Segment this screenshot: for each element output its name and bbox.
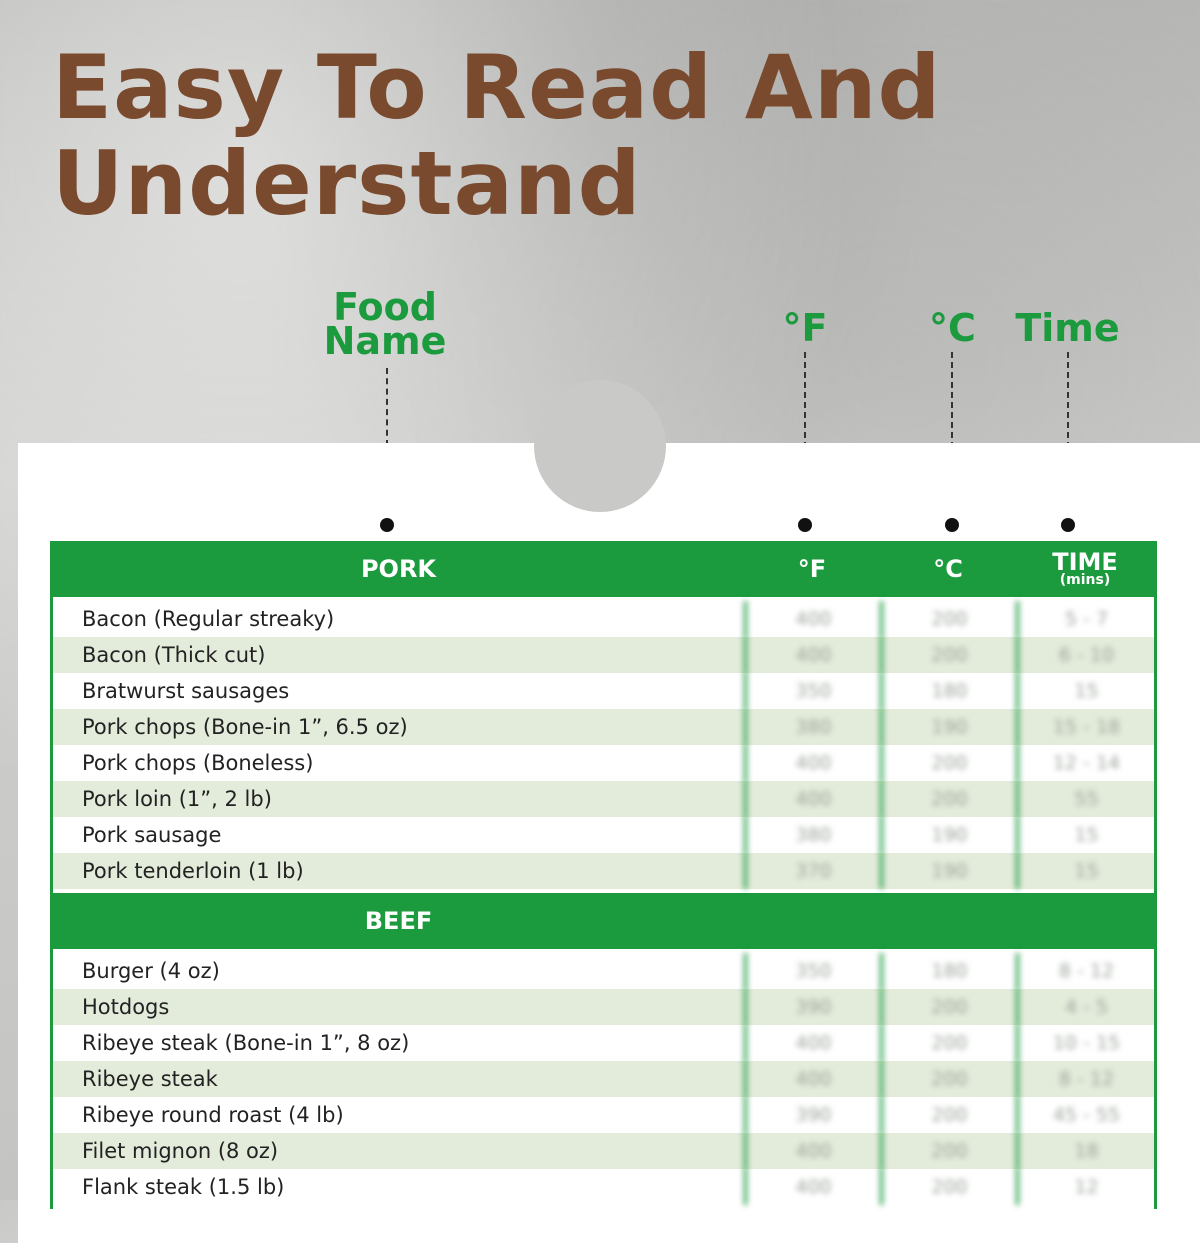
time-cell: 55 bbox=[1016, 781, 1154, 817]
food-name-cell: Burger (4 oz) bbox=[82, 959, 220, 983]
celsius-cell: 200 bbox=[880, 1169, 1016, 1205]
celsius-cell: 200 bbox=[880, 781, 1016, 817]
celsius-cell: 200 bbox=[880, 989, 1016, 1025]
food-name-cell: Pork chops (Boneless) bbox=[82, 751, 314, 775]
celsius-cell: 200 bbox=[880, 1025, 1016, 1061]
fahrenheit-cell: 400 bbox=[744, 1169, 880, 1205]
table-row bbox=[53, 637, 1154, 673]
time-cell: 12 - 14 bbox=[1016, 745, 1154, 781]
pork-header: PORK bbox=[360, 555, 437, 583]
pork-rows bbox=[53, 597, 1154, 893]
table-header-pork bbox=[53, 541, 1154, 597]
food-name-cell: Pork loin (1”, 2 lb) bbox=[82, 787, 272, 811]
table-row bbox=[53, 745, 1154, 781]
headline bbox=[52, 36, 942, 235]
pointer-dot-f bbox=[798, 518, 812, 532]
fahrenheit-cell: 400 bbox=[744, 637, 880, 673]
time-cell: 15 bbox=[1016, 853, 1154, 889]
celsius-label: °C bbox=[929, 306, 976, 350]
fahrenheit-cell: 400 bbox=[744, 601, 880, 637]
celsius-cell: 200 bbox=[880, 601, 1016, 637]
time-cell: 15 bbox=[1016, 817, 1154, 853]
time-cell: 18 bbox=[1016, 1133, 1154, 1169]
time-cell: 6 - 10 bbox=[1016, 637, 1154, 673]
food-name-cell: Bratwurst sausages bbox=[82, 679, 290, 703]
time-cell: 10 - 15 bbox=[1016, 1025, 1154, 1061]
beef-header: BEEF bbox=[364, 907, 433, 935]
celsius-cell: 190 bbox=[880, 853, 1016, 889]
f-header: °F bbox=[797, 555, 827, 583]
pointer-dot-food bbox=[380, 518, 394, 532]
table-row bbox=[53, 1061, 1154, 1097]
time-cell: 15 bbox=[1016, 673, 1154, 709]
fahrenheit-cell: 380 bbox=[744, 817, 880, 853]
celsius-cell: 190 bbox=[880, 817, 1016, 853]
time-cell: 4 - 5 bbox=[1016, 989, 1154, 1025]
fahrenheit-cell: 390 bbox=[744, 989, 880, 1025]
time-cell: 45 - 55 bbox=[1016, 1097, 1154, 1133]
time-cell: 8 - 12 bbox=[1016, 1061, 1154, 1097]
table-row bbox=[53, 781, 1154, 817]
fahrenheit-cell: 400 bbox=[744, 781, 880, 817]
sheet-notch bbox=[534, 380, 666, 512]
food-name-cell: Pork sausage bbox=[82, 823, 222, 847]
table-row bbox=[53, 709, 1154, 745]
food-name-cell: Bacon (Thick cut) bbox=[82, 643, 266, 667]
headline-line-2: Understand bbox=[52, 132, 642, 235]
table-row bbox=[53, 989, 1154, 1025]
time-cell: 15 - 18 bbox=[1016, 709, 1154, 745]
food-name-cell: Flank steak (1.5 lb) bbox=[82, 1175, 285, 1199]
fahrenheit-cell: 400 bbox=[744, 745, 880, 781]
fahrenheit-cell: 350 bbox=[744, 953, 880, 989]
pointer-dot-time bbox=[1061, 518, 1075, 532]
food-name-cell: Bacon (Regular streaky) bbox=[82, 607, 335, 631]
celsius-cell: 200 bbox=[880, 637, 1016, 673]
time-cell: 5 - 7 bbox=[1016, 601, 1154, 637]
time-label: Time bbox=[1015, 306, 1120, 350]
fahrenheit-label: °F bbox=[782, 306, 828, 350]
food-name-cell: Ribeye steak bbox=[82, 1067, 218, 1091]
celsius-cell: 190 bbox=[880, 709, 1016, 745]
fahrenheit-cell: 400 bbox=[744, 1061, 880, 1097]
pointer-dot-c bbox=[945, 518, 959, 532]
food-name-label: Food Name bbox=[323, 285, 447, 363]
fahrenheit-cell: 400 bbox=[744, 1025, 880, 1061]
celsius-cell: 200 bbox=[880, 1097, 1016, 1133]
table-row bbox=[53, 1025, 1154, 1061]
beef-rows bbox=[53, 949, 1154, 1209]
fahrenheit-cell: 370 bbox=[744, 853, 880, 889]
headline-line-1: Easy To Read And bbox=[52, 36, 942, 139]
celsius-cell: 180 bbox=[880, 673, 1016, 709]
time-header-text: TIME bbox=[1052, 548, 1118, 576]
time-unit: (mins) bbox=[1059, 572, 1111, 588]
fahrenheit-cell: 390 bbox=[744, 1097, 880, 1133]
celsius-cell: 200 bbox=[880, 1061, 1016, 1097]
celsius-cell: 200 bbox=[880, 1133, 1016, 1169]
fahrenheit-cell: 400 bbox=[744, 1133, 880, 1169]
time-cell: 12 bbox=[1016, 1169, 1154, 1205]
food-name-cell: Pork tenderloin (1 lb) bbox=[82, 859, 304, 883]
food-name-cell: Ribeye round roast (4 lb) bbox=[82, 1103, 344, 1127]
c-header: °C bbox=[933, 555, 963, 583]
table-row bbox=[53, 853, 1154, 889]
celsius-cell: 200 bbox=[880, 745, 1016, 781]
food-name-cell: Hotdogs bbox=[82, 995, 170, 1019]
time-header bbox=[1016, 548, 1154, 588]
food-name-cell: Filet mignon (8 oz) bbox=[82, 1139, 279, 1163]
table-row bbox=[53, 817, 1154, 853]
fahrenheit-cell: 380 bbox=[744, 709, 880, 745]
cooking-table bbox=[50, 541, 1157, 1209]
table-row bbox=[53, 673, 1154, 709]
table-row bbox=[53, 953, 1154, 989]
table-row bbox=[53, 601, 1154, 637]
time-cell: 8 - 12 bbox=[1016, 953, 1154, 989]
table-row bbox=[53, 1133, 1154, 1169]
table-row bbox=[53, 1097, 1154, 1133]
food-name-cell: Pork chops (Bone-in 1”, 6.5 oz) bbox=[82, 715, 408, 739]
food-name-cell: Ribeye steak (Bone-in 1”, 8 oz) bbox=[82, 1031, 410, 1055]
fahrenheit-cell: 350 bbox=[744, 673, 880, 709]
celsius-cell: 180 bbox=[880, 953, 1016, 989]
table-header-beef bbox=[53, 893, 1154, 949]
